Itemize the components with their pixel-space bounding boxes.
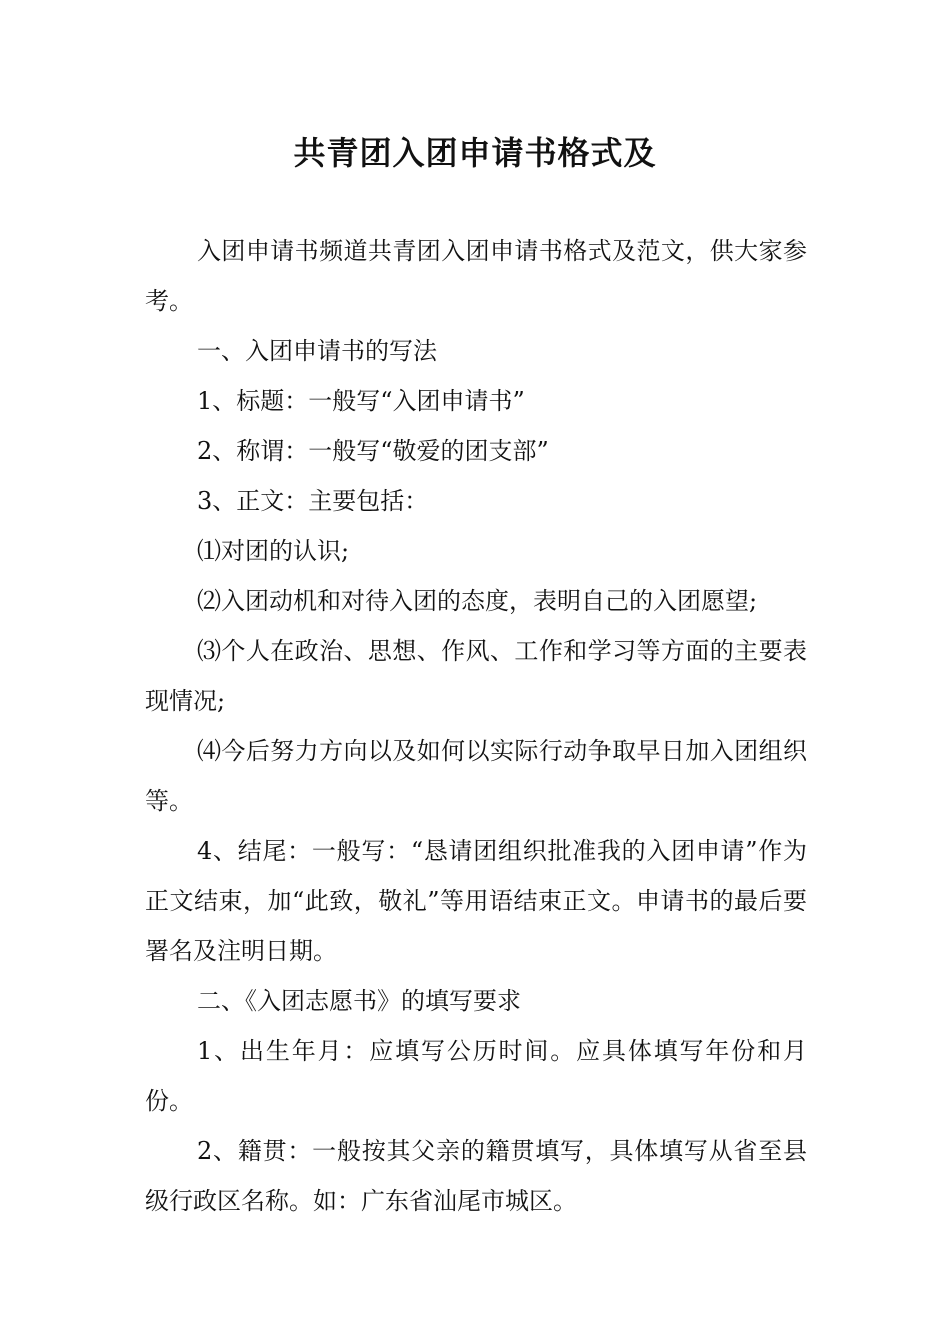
paragraph-body-rule: 3、正文：主要包括： bbox=[197, 487, 429, 515]
document-body bbox=[145, 226, 807, 1226]
list-item-understanding: ⑴对团的认识; bbox=[197, 537, 350, 565]
paragraph-native-place-rule: 2、籍贯：一般按其父亲的籍贯填写，具体填写从省至县级行政区名称。如：广东省汕尾市城区。 bbox=[145, 1137, 807, 1215]
paragraph-title-rule: 1、标题：一般写“入团申请书” bbox=[197, 387, 525, 415]
paragraph-salutation-rule: 2、称谓：一般写“敬爱的团支部” bbox=[197, 437, 549, 465]
list-item-motivation: ⑵入团动机和对待入团的态度，表明自己的入团愿望; bbox=[197, 587, 758, 615]
section-heading-writing-method: 一、入团申请书的写法 bbox=[197, 337, 437, 365]
paragraph-intro: 入团申请书频道共青团入团申请书格式及范文，供大家参考。 bbox=[145, 237, 807, 315]
paragraph-birth-date-rule: 1、出生年月：应填写公历时间。应具体填写年份和月份。 bbox=[145, 1037, 807, 1115]
list-item-performance: ⑶个人在政治、思想、作风、工作和学习等方面的主要表现情况; bbox=[145, 637, 807, 715]
document-title: 共青团入团申请书格式及 bbox=[293, 134, 657, 172]
paragraph-ending-rule: 4、结尾：一般写：“恳请团组织批准我的入团申请”作为正文结束，加“此致，敬礼”等用语结束正文。申请书的最后要署名及注明日期。 bbox=[145, 837, 807, 965]
list-item-future-effort: ⑷今后努力方向以及如何以实际行动争取早日加入团组织等。 bbox=[145, 737, 807, 815]
section-heading-form-requirements: 二、《入团志愿书》的填写要求 bbox=[197, 987, 521, 1015]
